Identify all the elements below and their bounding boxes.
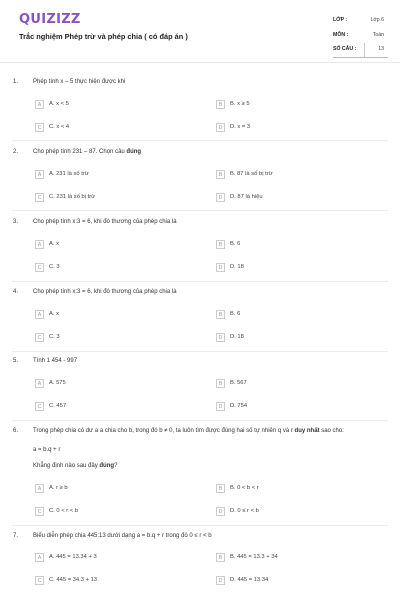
option-letter: A <box>35 310 44 319</box>
option-text: C. x < 4 <box>49 124 70 130</box>
option-text: A. x <box>49 241 59 247</box>
option-letter: B <box>216 484 225 493</box>
meta-value: Lớp 6 <box>370 17 384 23</box>
option-text: B. x ≥ 5 <box>230 101 250 107</box>
option-letter: D <box>216 263 225 272</box>
meta-value: Toán <box>372 32 384 38</box>
option-a[interactable] <box>35 379 195 388</box>
question-number: 1. <box>13 79 19 85</box>
question-number: 2. <box>13 149 19 155</box>
option-letter: D <box>216 507 225 516</box>
meta-label: LỚP : <box>333 17 348 23</box>
option-letter: C <box>35 193 44 202</box>
question-number: 5. <box>13 358 19 364</box>
meta-subject <box>333 29 388 43</box>
option-a[interactable] <box>35 100 195 109</box>
option-d[interactable] <box>216 193 376 202</box>
question-divider <box>12 281 388 282</box>
option-letter: C <box>35 263 44 272</box>
option-text: A. x <box>49 311 59 317</box>
option-text: D. 18 <box>230 264 244 270</box>
option-letter: A <box>35 484 44 493</box>
question-text: a = b.q + r <box>33 447 61 453</box>
option-letter: C <box>35 576 44 585</box>
option-letter: C <box>35 123 44 132</box>
option-text: D. 18 <box>230 334 244 340</box>
option-letter: A <box>35 100 44 109</box>
option-d[interactable] <box>216 263 376 272</box>
question-divider <box>12 420 388 421</box>
option-text: B. 6 <box>230 241 241 247</box>
option-c[interactable] <box>35 402 195 411</box>
meta-label: SỐ CÂU : <box>333 46 357 52</box>
option-c[interactable] <box>35 507 195 516</box>
meta-label: MÔN : <box>333 32 349 38</box>
option-d[interactable] <box>216 333 376 342</box>
option-letter: A <box>35 240 44 249</box>
quizizz-logo: QUIZIZZ <box>19 12 81 27</box>
option-text: B. 0 < b < r <box>230 485 259 491</box>
question-divider <box>12 525 388 526</box>
option-letter: D <box>216 402 225 411</box>
option-letter: D <box>216 333 225 342</box>
meta-divider <box>364 43 365 57</box>
option-letter: B <box>216 553 225 562</box>
option-d[interactable] <box>216 402 376 411</box>
option-text: B. 445 = 13.3 + 34 <box>230 554 278 560</box>
option-text: D. 754 <box>230 403 248 409</box>
option-letter: B <box>216 100 225 109</box>
option-a[interactable] <box>35 484 195 493</box>
option-a[interactable] <box>35 553 195 562</box>
option-text: C. 3 <box>49 264 60 270</box>
option-text: D. 0 ≤ r < b <box>230 508 259 514</box>
option-text: A. r ≥ b <box>49 485 68 491</box>
option-letter: B <box>216 170 225 179</box>
meta-value: 13 <box>378 46 384 52</box>
question-number: 7. <box>13 533 19 539</box>
question-text: Tính 1 454 - 997 <box>33 358 78 364</box>
option-letter: C <box>35 402 44 411</box>
question-text: Phép tính x – 5 thực hiện được khi <box>33 79 126 85</box>
option-c[interactable] <box>35 333 195 342</box>
question-text: Cho phép tính x:3 = 6, khi đó thương của phép chia là <box>33 289 177 295</box>
question-text: Cho phép tính 231 – 87. Chọn câu đúng <box>33 149 142 155</box>
option-a[interactable] <box>35 310 195 319</box>
option-text: C. 0 < r < b <box>49 508 78 514</box>
option-text: D. x = 3 <box>230 124 251 130</box>
option-d[interactable] <box>216 123 376 132</box>
question-number: 3. <box>13 219 19 225</box>
question-number: 6. <box>13 428 19 434</box>
option-c[interactable] <box>35 576 195 585</box>
option-text: C. 457 <box>49 403 67 409</box>
option-a[interactable] <box>35 170 195 179</box>
option-letter: C <box>35 507 44 516</box>
option-b[interactable] <box>216 240 376 249</box>
question-divider <box>12 210 388 211</box>
option-text: D. 445 = 13.34 <box>230 577 269 583</box>
option-text: A. 575 <box>49 380 66 386</box>
option-b[interactable] <box>216 170 376 179</box>
option-text: A. 445 = 13.34 + 3 <box>49 554 97 560</box>
option-text: B. 567 <box>230 380 247 386</box>
option-letter: A <box>35 379 44 388</box>
option-text: A. x < 5 <box>49 101 69 107</box>
option-b[interactable] <box>216 379 376 388</box>
question-divider <box>12 140 388 141</box>
question-text: Khẳng định nào sau đây đúng? <box>33 463 118 469</box>
meta-question-count <box>333 43 388 58</box>
option-b[interactable] <box>216 310 376 319</box>
meta-class <box>333 14 388 28</box>
question-text: Trong phép chia có dư a a chia cho b, trong đó b ≠ 0, ta luôn tìm được đúng hai số tự nhiên q và r duy nhất sao cho: <box>33 428 344 434</box>
option-letter: D <box>216 193 225 202</box>
option-b[interactable] <box>216 484 376 493</box>
option-c[interactable] <box>35 123 195 132</box>
question-text: Biểu diễn phép chia 445:13 dưới dạng a = b.q + r trong đó 0 ≤ r < b <box>33 533 212 539</box>
option-text: A. 231 là số trừ <box>49 171 89 177</box>
option-text: D. 87 là hiệu <box>230 194 263 200</box>
question-divider <box>12 351 388 352</box>
option-c[interactable] <box>35 263 195 272</box>
option-letter: A <box>35 170 44 179</box>
page-title: Trắc nghiệm Phép trừ và phép chia ( có đáp án ) <box>19 32 188 41</box>
option-b[interactable] <box>216 100 376 109</box>
option-letter: C <box>35 333 44 342</box>
option-letter: A <box>35 553 44 562</box>
option-text: C. 231 là số bị trừ <box>49 194 96 200</box>
question-number: 4. <box>13 289 19 295</box>
option-letter: B <box>216 310 225 319</box>
option-d[interactable] <box>216 576 376 585</box>
option-a[interactable] <box>35 240 195 249</box>
option-d[interactable] <box>216 507 376 516</box>
option-text: B. 6 <box>230 311 241 317</box>
option-text: B. 87 là số bị trừ <box>230 171 273 177</box>
option-letter: B <box>216 240 225 249</box>
option-letter: D <box>216 123 225 132</box>
option-letter: D <box>216 576 225 585</box>
option-letter: B <box>216 379 225 388</box>
option-c[interactable] <box>35 193 195 202</box>
option-b[interactable] <box>216 553 376 562</box>
option-text: C. 445 = 34.3 + 13 <box>49 577 98 583</box>
option-text: C. 3 <box>49 334 60 340</box>
header-divider <box>0 62 400 63</box>
question-text: Cho phép tính x:3 = 6, khi đó thương của phép chia là <box>33 219 177 225</box>
